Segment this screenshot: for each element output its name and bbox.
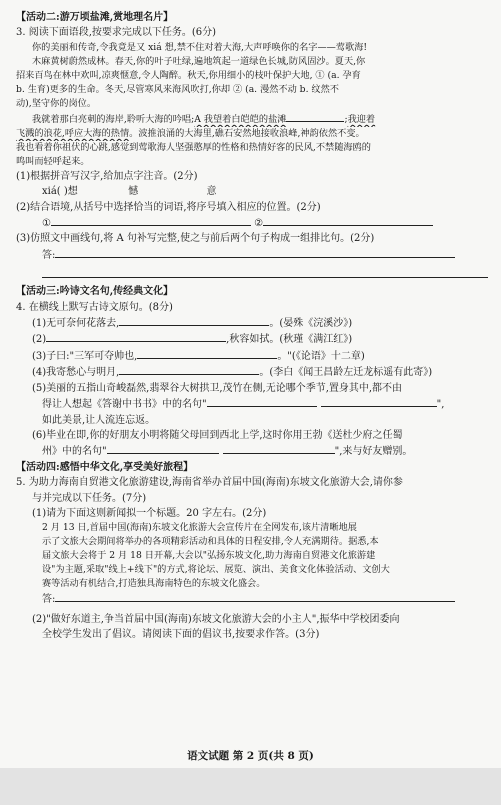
recitation-text: (1)无可奈何花落去, xyxy=(32,318,120,330)
question-3-stem: 3. 阅读下面语段,按要求完成以下任务。(6分) xyxy=(16,27,217,39)
underlined-sentence: 飞溅的浪花,呼应大海的热情 xyxy=(16,127,130,139)
news-line: 设"为主题,采取"线上+线下"的方式,将论坛、展览、演出、美食文化体验活动、文创大 xyxy=(42,564,390,576)
passage-line: 我也看着你祖伏的心跳,感觉到莺歌海人坚强憨厚的性格和热情好客的民风,不禁随海鸥的 xyxy=(16,141,371,153)
q3-task-2-blanks xyxy=(16,215,488,231)
activity-3-header: 【活动三:吟诗文名句,传经典文化】 xyxy=(16,286,174,298)
bottom-bar xyxy=(0,768,501,805)
character-item: 憾 xyxy=(128,186,139,198)
blank-number: ② xyxy=(254,218,264,230)
answer-blank-1[interactable] xyxy=(51,215,251,226)
passage-line: 木麻黄树蔚然成林。春天,你的叶子吐绿,遍地筑起一道绿色长城,防风固沙。夏天,你 xyxy=(32,55,366,67)
underlined-sentence: 我迎着 xyxy=(347,113,376,125)
activity-4-header: 【活动四:感悟中华文化,享受美好旅程】 xyxy=(16,461,194,473)
passage-line xyxy=(16,111,488,127)
recitation-text: (4)我寄愁心与明月, xyxy=(32,367,120,379)
passage-text: ; xyxy=(344,113,348,125)
q5-task-1: (1)请为下面这则新闻拟一个标题。20 字左右。(2分) xyxy=(32,507,267,519)
sentence-a-underlined: A 我望着白皑皑的盐滩 xyxy=(194,113,287,125)
recitation-text: ",来与好友赠别。 xyxy=(334,446,413,458)
news-line: 届文旅大会将于 2 月 18 日开幕,大会以"弘扬东坡文化,助力海南自贸港文化旅游建 xyxy=(42,550,376,562)
answer-label: 答: xyxy=(42,249,56,261)
q5-task-2: (2)"做好东道主,争当首届中国(海南)东坡文化旅游大会的小主人",振华中学校团委向 xyxy=(32,613,400,625)
activity-2-header: 【活动二:游万顷盐滩,赏地理名片】 xyxy=(16,12,174,23)
news-line: 赛等活动有机结合,打造独具海南特色的东坡文化盛会。 xyxy=(42,578,266,590)
recitation-1 xyxy=(16,315,488,331)
recitation-3 xyxy=(16,348,488,364)
fill-blank[interactable] xyxy=(119,315,269,326)
recitation-text: 。(晏殊《浣溪沙》) xyxy=(269,318,353,330)
recitation-6-cont xyxy=(16,443,488,459)
fill-blank[interactable] xyxy=(223,443,335,454)
sentence-a-blank[interactable] xyxy=(286,111,344,122)
passage-line: b. 生育)更多的生命。冬天,尽管寒风来海风吹打,你却 ② (a. 漫然不动 b. 纹然不 xyxy=(16,83,339,95)
recitation-text: 。(李白《闻王昌龄左迁龙标遥有此寄》) xyxy=(259,367,433,379)
page-footer: 语文试题 第 2 页(共 8 页) xyxy=(187,750,314,762)
character-item: 意 xyxy=(206,186,217,198)
q3-task-1: (1)根据拼音写汉字,给加点字注音。(2分) xyxy=(16,170,198,182)
q3-answer-row xyxy=(16,247,488,263)
fill-blank[interactable] xyxy=(321,396,437,407)
recitation-text: 。"(《论语》十二章) xyxy=(277,350,365,362)
recitation-2 xyxy=(16,331,488,347)
passage-text: 我就着那白亮刺的海岸,聆听大海的吟唱; xyxy=(32,113,195,125)
q5-answer-row xyxy=(16,591,488,607)
passage-line: 你的美丽和传奇,令我竟是又 xiá 想,禁不住对着大海,大声呼唤你的名字——莺歌海! xyxy=(32,41,368,53)
fill-blank[interactable] xyxy=(119,364,259,375)
answer-blank-2[interactable] xyxy=(263,215,433,226)
answer-line[interactable] xyxy=(55,591,455,602)
recitation-text: (2) xyxy=(32,334,47,346)
recitation-5: (5)美丽的五指山奇峻磊然,翡翠谷大树拱卫,茂竹在侧,无论哪个季节,置身其中,都不由 xyxy=(32,382,403,394)
recitation-5-end: 如此美景,让人流连忘返。 xyxy=(42,414,156,426)
q3-task-3: (3)仿照文中画线句,将 A 句补写完整,使之与前后两个句子构成一组排比句。(2分) xyxy=(16,233,375,245)
question-5-stem-cont: 与并完成以下任务。(7分) xyxy=(32,492,147,504)
question-4-stem: 4. 在横线上默写古诗文原句。(8分) xyxy=(16,301,173,313)
passage-line: 招来百鸟在林中欢叫,凉爽惬意,令人陶醉。秋天,你用细小的枝叶保护大地, ① (a. 孕育 xyxy=(16,69,361,81)
recitation-text: ,秋容如拭。(秋瑾《满江红》) xyxy=(226,334,353,346)
recitation-6: (6)毕业在即,你的好朋友小明将随父母回到西北上学,这时你用王勃《送杜少府之任蜀 xyxy=(32,429,403,441)
recitation-text: (3)子曰:"三军可夺帅也, xyxy=(32,350,138,362)
answer-line[interactable] xyxy=(42,263,488,278)
recitation-text: 得让人想起《答谢中书书》中的名句" xyxy=(42,399,207,411)
fill-blank[interactable] xyxy=(46,331,226,342)
q5-task-2-cont: 全校学生发出了倡议。请阅读下面的倡议书,按要求作答。(3分) xyxy=(42,629,320,641)
answer-label: 答: xyxy=(42,594,56,606)
passage-text: 。波推浪涌的大海里,礁石安然地接收浪峰,神韵依然不变。 xyxy=(129,127,365,139)
fill-blank[interactable] xyxy=(207,396,317,407)
recitation-text: 州》中的名句" xyxy=(42,446,107,458)
blank-number: ① xyxy=(42,218,51,230)
passage-line: 动),坚守你的岗位。 xyxy=(16,97,97,109)
pinyin-item: xiá( )想 xyxy=(42,186,78,198)
recitation-text: ", xyxy=(436,399,445,411)
q3-task-1-items xyxy=(16,184,488,199)
answer-line[interactable] xyxy=(55,247,455,258)
page-content xyxy=(16,10,488,643)
recitation-5-cont xyxy=(16,396,488,412)
fill-blank[interactable] xyxy=(107,443,219,454)
passage-line xyxy=(16,127,488,141)
q3-task-2: (2)结合语境,从括号中选择恰当的词语,将序号填入相应的位置。(2分) xyxy=(16,201,321,213)
fill-blank[interactable] xyxy=(137,348,277,359)
news-line: 示了文旅大会期间将举办的各项精彩活动和具体的日程安排,令人充满期待。据悉,本 xyxy=(42,536,379,548)
recitation-4 xyxy=(16,364,488,380)
news-line: 2 月 13 日,首届中国(海南)东坡文化旅游大会宣传片在全网发布,该片清晰地展 xyxy=(42,522,357,534)
question-5-stem: 5. 为助力海南自贸港文化旅游建设,海南省举办首届中国(海南)东坡文化旅游大会,请你参 xyxy=(16,477,403,489)
passage-line: 鸣叫而轻呼起来。 xyxy=(16,155,90,167)
